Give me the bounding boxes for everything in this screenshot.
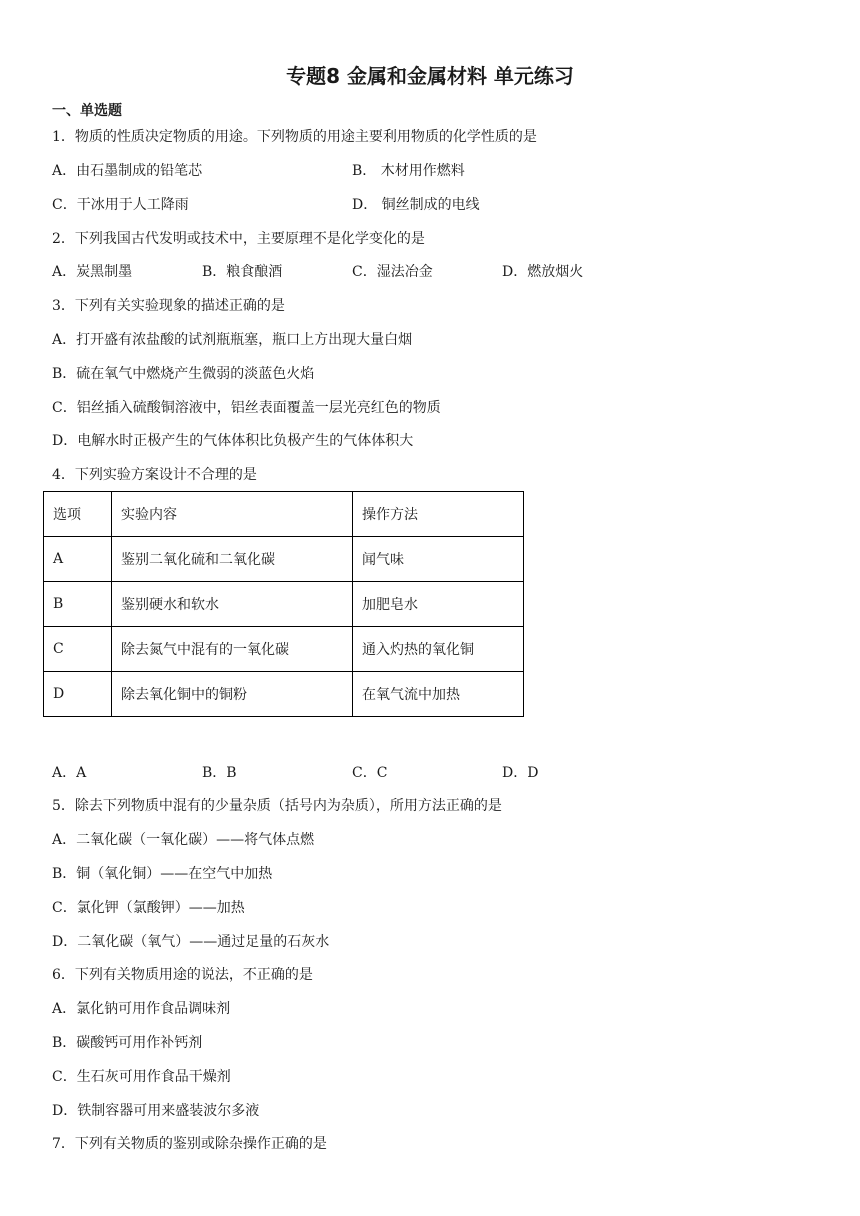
question-3-option-c: C．铝丝插入硫酸铜溶液中，铝丝表面覆盖一层光亮红色的物质 bbox=[52, 400, 441, 416]
table-row bbox=[44, 582, 524, 627]
question-4-option-a: A．A bbox=[52, 765, 87, 781]
table-row bbox=[44, 672, 524, 717]
question-2-stem: 2．下列我国古代发明或技术中，主要原理不是化学变化的是 bbox=[52, 231, 425, 247]
table-header-row bbox=[44, 492, 524, 537]
question-1-option-d: D． 铜丝制成的电线 bbox=[352, 197, 480, 213]
question-5-option-b: B．铜（氧化铜）——在空气中加热 bbox=[52, 866, 273, 882]
table-row bbox=[44, 537, 524, 582]
question-4-option-d: D．D bbox=[502, 765, 539, 781]
table-cell: 在氧气流中加热 bbox=[353, 672, 524, 717]
question-6-option-a: A．氯化钠可用作食品调味剂 bbox=[52, 1001, 231, 1017]
question-3-option-d: D．电解水时正极产生的气体体积比负极产生的气体体积大 bbox=[52, 433, 414, 449]
question-5-stem: 5．除去下列物质中混有的少量杂质（括号内为杂质），所用方法正确的是 bbox=[52, 798, 502, 814]
question-1-stem: 1．物质的性质决定物质的用途。下列物质的用途主要利用物质的化学性质的是 bbox=[52, 129, 537, 145]
question-1-option-a: A．由石墨制成的铅笔芯 bbox=[52, 163, 203, 179]
table-cell: 鉴别二氧化硫和二氧化碳 bbox=[112, 537, 353, 582]
question-4-table bbox=[43, 491, 524, 717]
page-title: 专题8 金属和金属材料 单元练习 bbox=[286, 64, 574, 88]
table-cell: D bbox=[44, 672, 112, 717]
table-header-cell: 操作方法 bbox=[353, 492, 524, 537]
question-4-stem: 4．下列实验方案设计不合理的是 bbox=[52, 467, 257, 483]
question-4-option-c: C．C bbox=[352, 765, 388, 781]
question-2-option-b: B．粮食酿酒 bbox=[202, 264, 283, 280]
table-cell: 除去氧化铜中的铜粉 bbox=[112, 672, 353, 717]
question-3-option-a: A．打开盛有浓盐酸的试剂瓶瓶塞，瓶口上方出现大量白烟 bbox=[52, 332, 413, 348]
question-2-option-d: D．燃放烟火 bbox=[502, 264, 584, 280]
question-6-option-d: D．铁制容器可用来盛装波尔多液 bbox=[52, 1103, 260, 1119]
table-row bbox=[44, 627, 524, 672]
table-cell: B bbox=[44, 582, 112, 627]
table-cell: 除去氮气中混有的一氧化碳 bbox=[112, 627, 353, 672]
question-6-option-c: C．生石灰可用作食品干燥剂 bbox=[52, 1069, 231, 1085]
question-5-option-d: D．二氧化碳（氧气）——通过足量的石灰水 bbox=[52, 934, 330, 950]
question-1-option-c: C．干冰用于人工降雨 bbox=[52, 197, 189, 213]
table-cell: 加肥皂水 bbox=[353, 582, 524, 627]
question-5-option-a: A．二氧化碳（一氧化碳）——将气体点燃 bbox=[52, 832, 315, 848]
table-cell: 通入灼热的氧化铜 bbox=[353, 627, 524, 672]
question-3-stem: 3．下列有关实验现象的描述正确的是 bbox=[52, 298, 285, 314]
question-2-option-c: C．湿法冶金 bbox=[352, 264, 433, 280]
question-6-option-b: B．碳酸钙可用作补钙剂 bbox=[52, 1035, 203, 1051]
question-3-option-b: B．硫在氧气中燃烧产生微弱的淡蓝色火焰 bbox=[52, 366, 315, 382]
question-5-option-c: C．氯化钾（氯酸钾）——加热 bbox=[52, 900, 245, 916]
question-6-stem: 6．下列有关物质用途的说法，不正确的是 bbox=[52, 967, 313, 983]
section-heading: 一、单选题 bbox=[52, 103, 122, 119]
table-header-cell: 实验内容 bbox=[112, 492, 353, 537]
table-cell: C bbox=[44, 627, 112, 672]
table-cell: 鉴别硬水和软水 bbox=[112, 582, 353, 627]
table-cell: 闻气味 bbox=[353, 537, 524, 582]
question-2-option-a: A．炭黑制墨 bbox=[52, 264, 133, 280]
question-4-option-b: B．B bbox=[202, 765, 237, 781]
question-1-option-b: B． 木材用作燃料 bbox=[352, 163, 465, 179]
question-7-stem: 7．下列有关物质的鉴别或除杂操作正确的是 bbox=[52, 1136, 327, 1152]
table-cell: A bbox=[44, 537, 112, 582]
table-header-cell: 选项 bbox=[44, 492, 112, 537]
